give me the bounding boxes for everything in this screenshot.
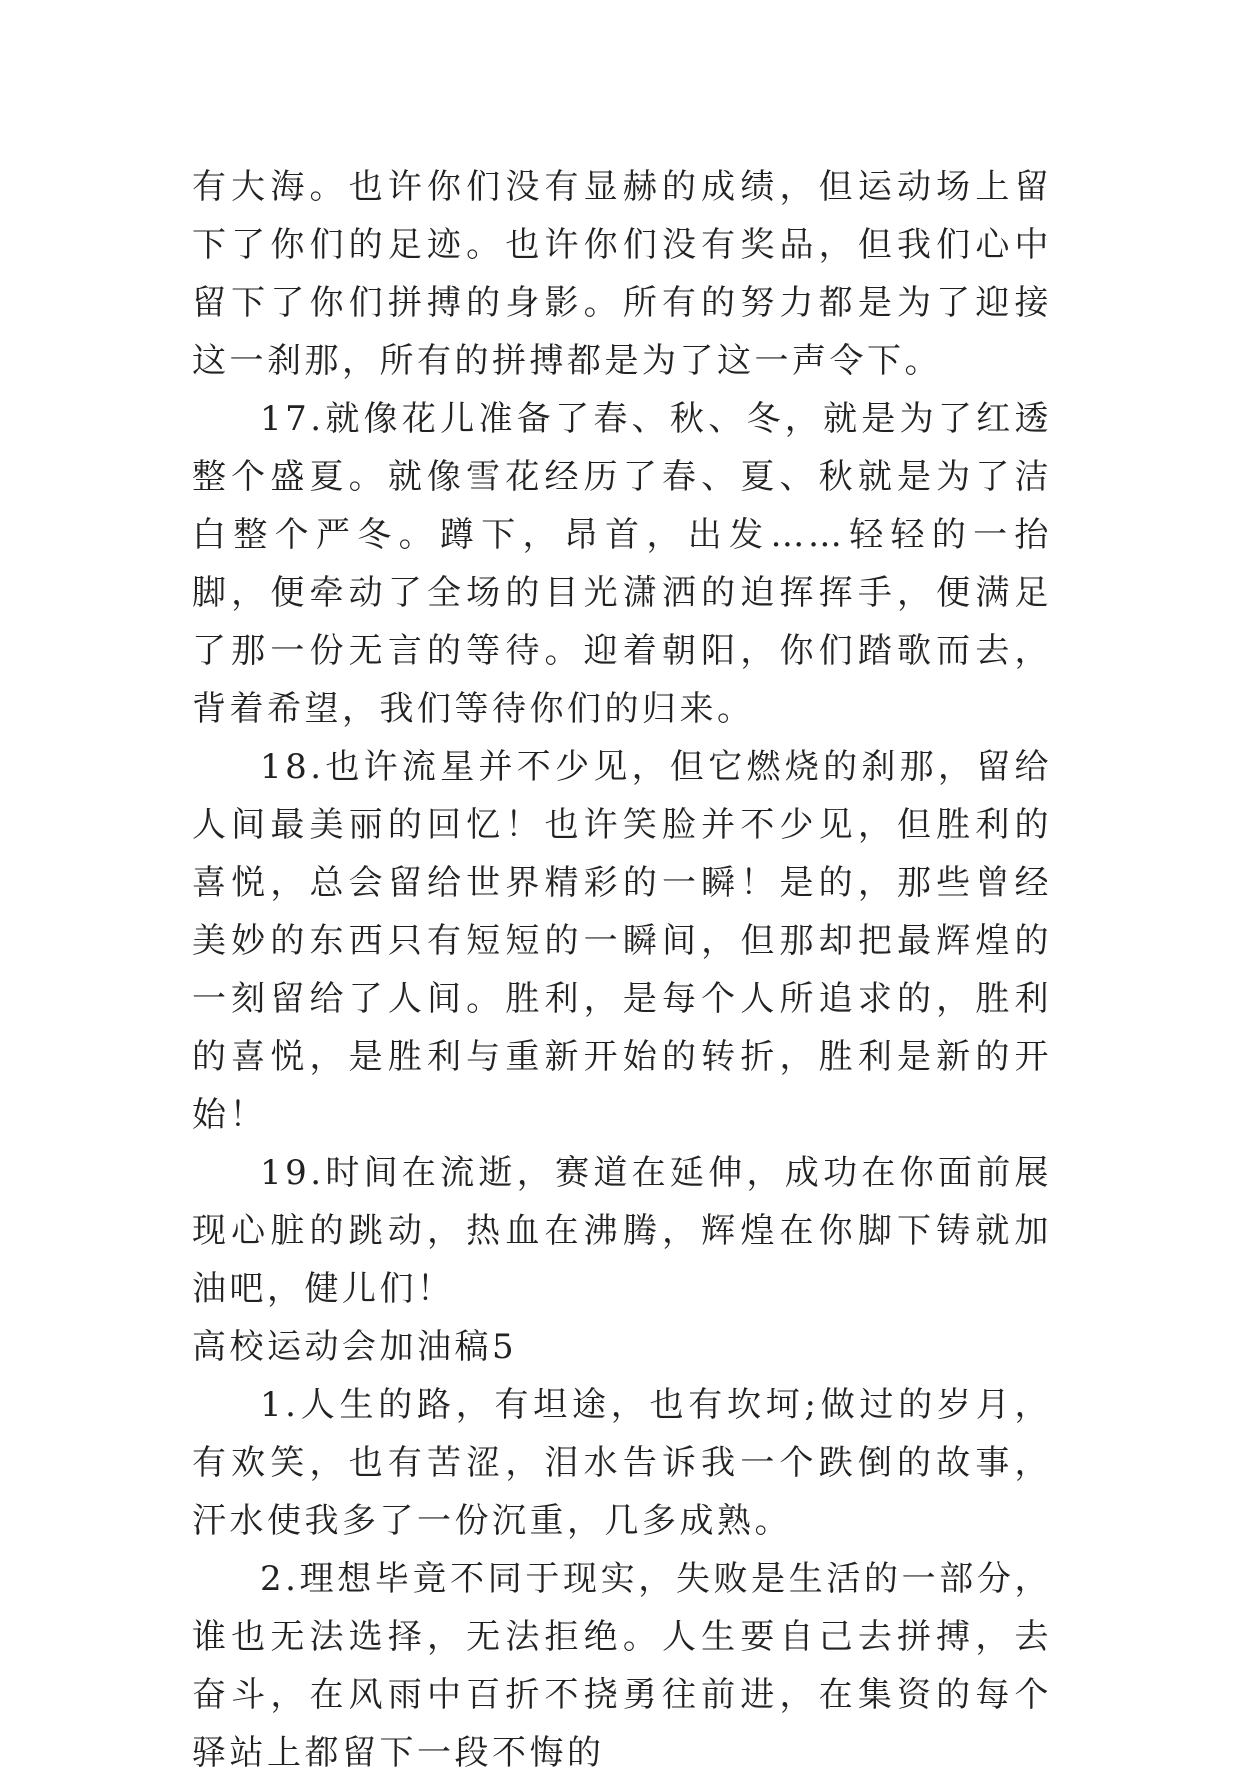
- document-body: [192, 158, 1052, 1782]
- section-paragraph-2: 2.理想毕竟不同于现实，失败是生活的一部分，谁也无法选择，无法拒绝。人生要自己去拼搏，去奋斗，在风雨中百折不挠勇往前进，在集资的每个驿站上都留下一段不悔的: [192, 1559, 1052, 1773]
- paragraph-continued: 有大海。也许你们没有显赫的成绩，但运动场上留下了你们的足迹。也许你们没有奖品，但我们心中留下了你们拼搏的身影。所有的努力都是为了迎接这一刹那，所有的拼搏都是为了这一声令下。: [192, 167, 1052, 381]
- paragraph-18: 18.也许流星并不少见，但它燃烧的刹那，留给人间最美丽的回忆！也许笑脸并不少见，但胜利的喜悦，总会留给世界精彩的一瞬！是的，那些曾经美妙的东西只有短短的一瞬间，但那却把最辉煌的一刻留给了人间。胜利，是每个人所追求的，胜利的喜悦，是胜利与重新开始的转折，胜利是新的开始！: [192, 747, 1052, 1135]
- paragraph-17: 17.就像花儿准备了春、秋、冬，就是为了红透整个盛夏。就像雪花经历了春、夏、秋就是为了洁白整个严冬。蹲下，昂首，出发……轻轻的一抬脚，便牵动了全场的目光潇洒的迫挥挥手，便满足了那一份无言的等待。迎着朝阳，你们踏歌而去，背着希望，我们等待你们的归来。: [192, 399, 1052, 729]
- section-paragraph-1: 1.人生的路，有坦途，也有坎坷;做过的岁月，有欢笑，也有苦涩，泪水告诉我一个跌倒的故事，汗水使我多了一份沉重，几多成熟。: [192, 1385, 1052, 1541]
- section-heading: 高校运动会加油稿5: [192, 1327, 518, 1367]
- paragraph-19: 19.时间在流逝，赛道在延伸，成功在你面前展现心脏的跳动，热血在沸腾，辉煌在你脚下铸就加油吧，健儿们！: [192, 1153, 1052, 1309]
